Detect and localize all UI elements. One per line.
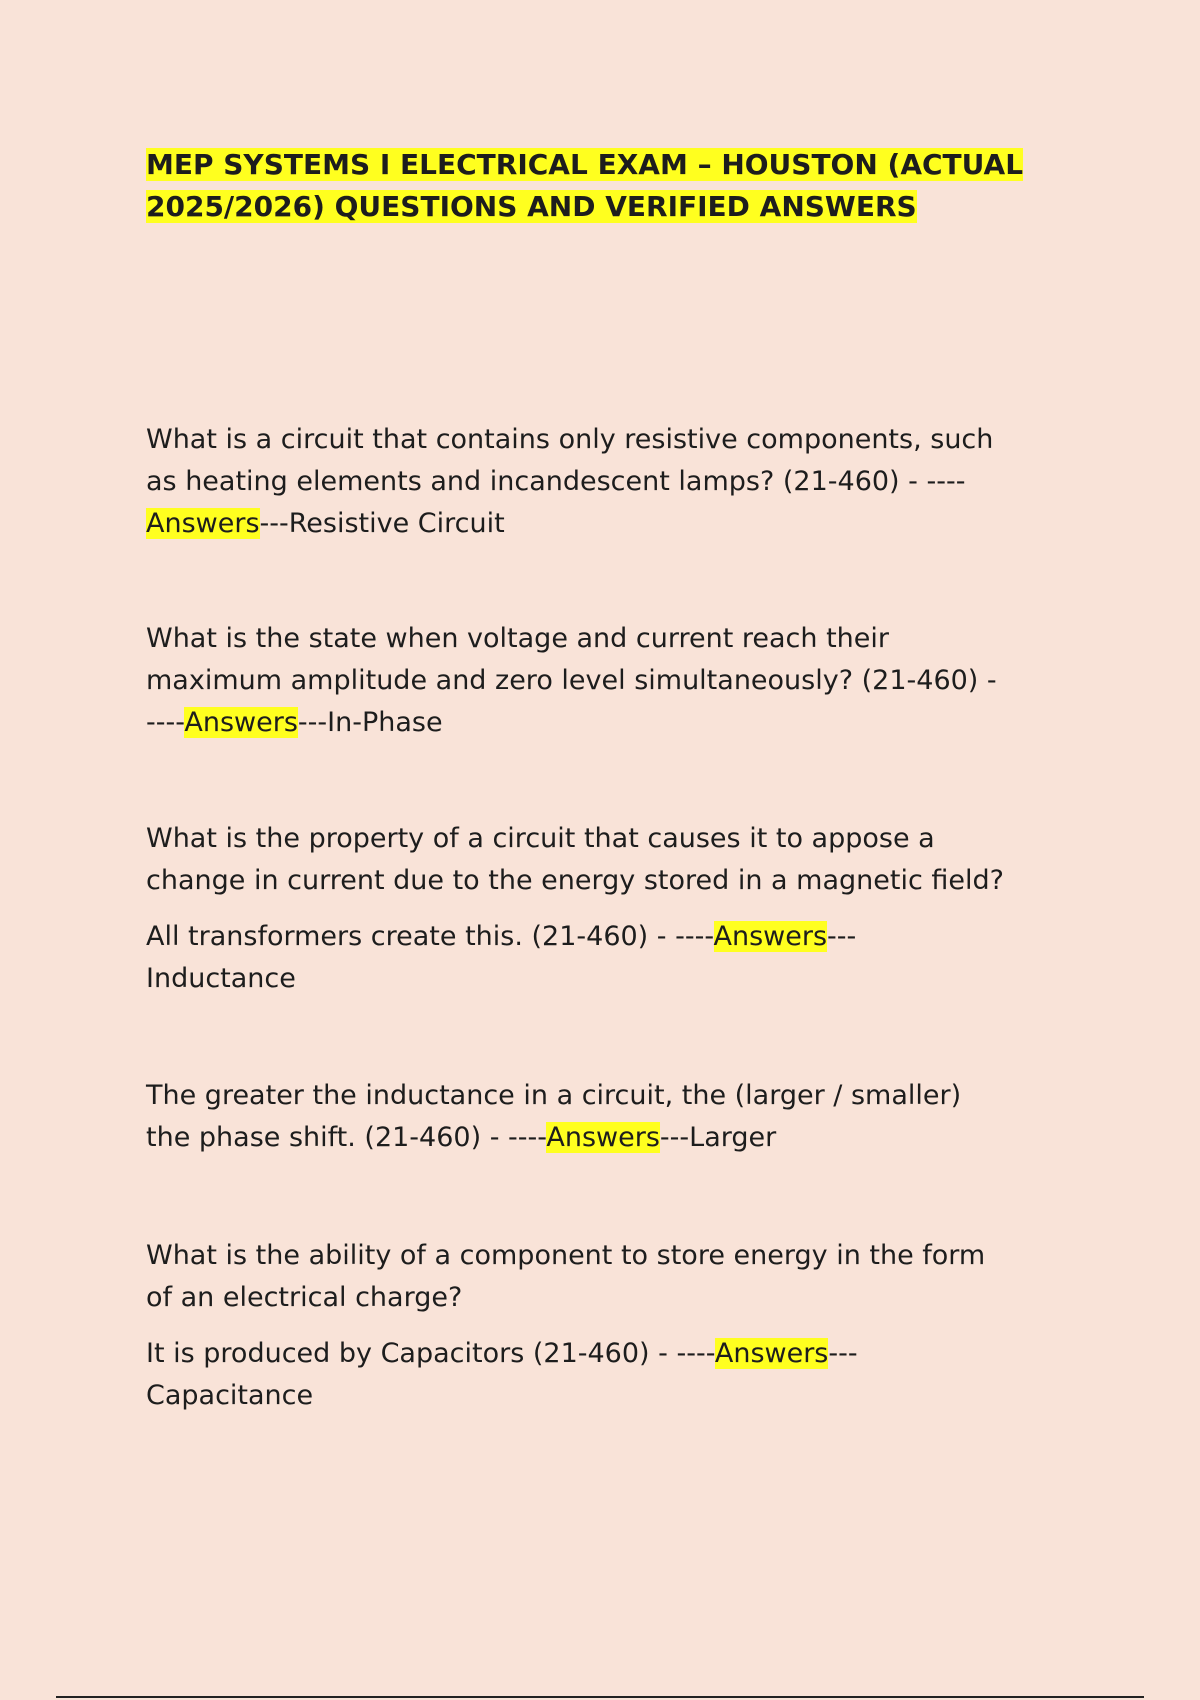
question-text: What is the property of a circuit that causes it to appose a	[146, 823, 935, 854]
dash-suffix: ---	[828, 1338, 858, 1369]
question-text: change in current due to the energy stored in a magnetic field?	[146, 865, 1004, 896]
answer-text: Capacitance	[146, 1380, 314, 1411]
qa-item-1	[146, 419, 1066, 545]
answers-highlight: Answers	[146, 508, 260, 539]
page-bottom-divider	[56, 1696, 1144, 1698]
answers-highlight: Answers	[714, 1338, 829, 1369]
question-tail: It is produced by Capacitors (21-460) - ----	[146, 1338, 715, 1369]
answer-text: ---Larger	[659, 1122, 777, 1153]
answer-line	[146, 1117, 1066, 1159]
answers-highlight: Answers	[713, 921, 828, 952]
answers-highlight: Answers	[184, 707, 298, 738]
answer-line	[146, 503, 1066, 545]
question-text: What is the state when voltage and current reach their	[146, 623, 889, 654]
question-text: of an electrical charge?	[146, 1282, 463, 1313]
question-tail: All transformers create this. (21-460) - ----	[146, 921, 714, 952]
qa-item-3	[146, 818, 1066, 1000]
answer-text: ---Resistive Circuit	[259, 508, 505, 539]
question-text: What is the ability of a component to store energy in the form	[146, 1240, 986, 1271]
question-text: What is a circuit that contains only resistive components, such	[146, 424, 994, 455]
title-line-1: MEP SYSTEMS I ELECTRICAL EXAM – HOUSTON (ACTUAL	[146, 148, 1024, 181]
qa-item-2	[146, 618, 1066, 744]
qa-item-5	[146, 1235, 1066, 1417]
question-text: as heating elements and incandescent lamps? (21-460) - ----	[146, 466, 966, 497]
answer-text: Inductance	[146, 963, 296, 994]
answer-line	[146, 1333, 1066, 1375]
answer-line	[146, 702, 1066, 744]
question-text: The greater the inductance in a circuit, the (larger / smaller)	[146, 1080, 962, 1111]
document-title	[146, 144, 1046, 228]
paragraph-gap	[146, 1319, 1066, 1333]
answer-text: ---In-Phase	[297, 707, 443, 738]
dash-suffix: ---	[827, 921, 857, 952]
answer-line	[146, 916, 1066, 958]
answers-highlight: Answers	[546, 1122, 660, 1153]
dash-prefix: ----	[146, 707, 185, 738]
title-line-2: 2025/2026) QUESTIONS AND VERIFIED ANSWERS	[146, 190, 917, 223]
paragraph-gap	[146, 902, 1066, 916]
question-text: maximum amplitude and zero level simultaneously? (21-460) -	[146, 665, 997, 696]
question-tail: the phase shift. (21-460) - ----	[146, 1122, 547, 1153]
qa-item-4	[146, 1075, 1066, 1159]
